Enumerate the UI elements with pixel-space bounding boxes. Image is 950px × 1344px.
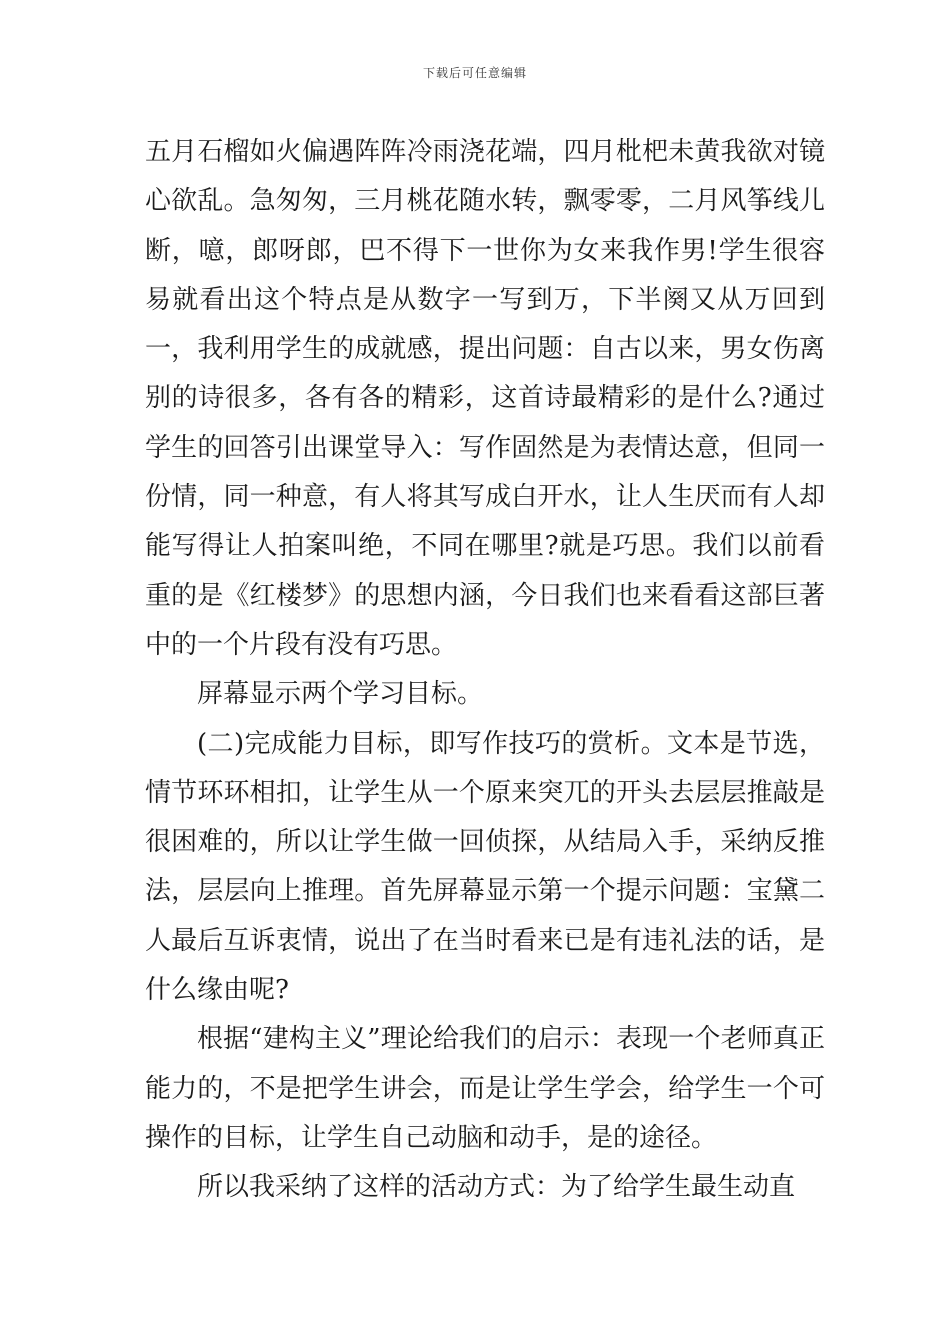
paragraph: 五月石榴如火偏遇阵阵冷雨浇花端，四月枇杷未黄我欲对镜心欲乱。急匆匆，三月桃花随水转，飘零零，二月风筝线儿断，噫，郎呀郎，巴不得下一世你为女来我作男!学生很容易就看出这个特点是从数字一写到万，下半阕又从万回到一，我利用学生的成就感，提出问题：自古以来，男女伤离别的诗很多，各有各的精彩，这首诗最精彩的是什么?通过学生的回答引出课堂导入：写作固然是为表情达意，但同一份情，同一种意，有人将其写成白开水，让人生厌而有人却能写得让人拍案叫绝，不同在哪里?就是巧思。我们以前看重的是《红楼梦》的思想内涵，今日我们也来看看这部巨著中的一个片段有没有巧思。: [145, 137, 825, 660]
paragraph: (二)完成能力目标，即写作技巧的赏析。文本是节选，情节环环相扣，让学生从一个原来突兀的开头去层层推敲是很困难的，所以让学生做一回侦探，从结局入手，采纳反推法，层层向上推理。首先屏幕显示第一个提示问题：宝黛二人最后互诉衷情，说出了在当时看来已是有违礼法的话，是什么缘由呢?: [145, 728, 825, 1006]
paragraph: 屏幕显示两个学习目标。: [197, 679, 484, 710]
paragraph: 根据“建构主义”理论给我们的启示：表现一个老师真正能力的，不是把学生讲会，而是让学生学会，给学生一个可操作的目标，让学生自己动脑和动手，是的途径。: [145, 1024, 825, 1153]
document-body: [145, 128, 825, 1213]
paragraph: 所以我采纳了这样的活动方式：为了给学生最生动直: [197, 1172, 796, 1203]
page-header-note: 下载后可任意编辑: [422, 66, 527, 80]
